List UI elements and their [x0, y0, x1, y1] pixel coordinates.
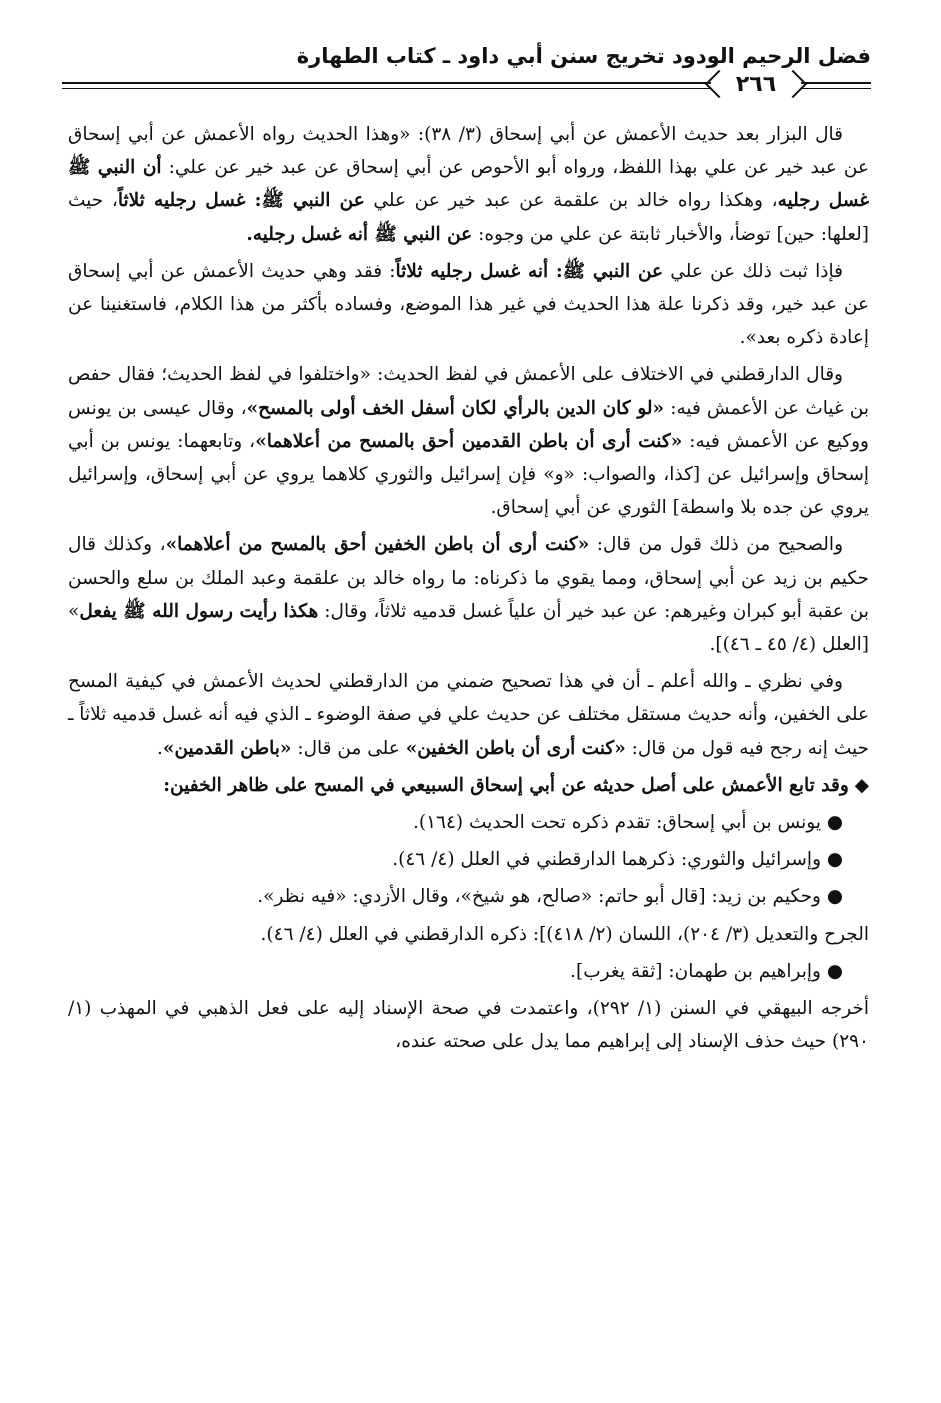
- body-paragraph: [68, 358, 869, 524]
- bold-quote: عن النبي ﷺ أنه غسل رجليه.: [246, 223, 473, 245]
- page-number: ٢٦٦: [735, 71, 777, 97]
- list-item-text: وإبراهيم بن طهمان: [ثقة يغرب].: [570, 960, 821, 982]
- body-paragraph: [68, 255, 869, 355]
- text-run: ، وتابعهما: يونس بن أبي إسحاق وإسرائيل عن [كذا، والصواب: «و» فإن إسرائيل والثوري كلاهما يروي عن أبي إسحاق، وإسرائيل يروي عن جده بلا واسطة] الثوري عن أبي إسحاق.: [68, 430, 869, 519]
- narrators-list-2: [68, 955, 869, 988]
- list-item-text: وإسرائيل والثوري: ذكرهما الدارقطني في العلل (٤/ ٤٦).: [392, 849, 821, 871]
- list-item: [68, 880, 843, 913]
- list-item-continuation: الجرح والتعديل (٣/ ٢٠٤)، اللسان (٢/ ٤١٨)]: ذكره الدارقطني في العلل (٤/ ٤٦).: [260, 923, 869, 945]
- page-header: [62, 38, 871, 100]
- bold-quote: «لو كان الدين بالرأي لكان أسفل الخف أولى بالمسح»: [246, 397, 665, 419]
- list-item-text: يونس بن أبي إسحاق: تقدم ذكره تحت الحديث (١٦٤).: [413, 812, 821, 834]
- section-heading-text: وقد تابع الأعمش على أصل حديثه عن أبي إسحاق السبيعي في المسح على ظاهر الخفين:: [163, 774, 849, 796]
- running-title: فضل الرحيم الودود تخريج سنن أبي داود ـ كتاب الطهارة: [296, 44, 871, 68]
- body-paragraphs: [68, 118, 869, 765]
- final-paragraph: أخرجه البيهقي في السنن (١/ ٢٩٢)، واعتمدت في صحة الإسناد إليه على فعل الذهبي في المهذب (١/ ٢٩٠) حيث حذف الإسناد إلى إبراهيم مما يدل على صحته عنده،: [68, 998, 869, 1053]
- list-item: [68, 955, 843, 988]
- narrators-list: [68, 806, 869, 914]
- body-paragraph: [68, 665, 869, 765]
- list-item: [68, 806, 843, 839]
- bullet-dot-icon: ●: [826, 849, 843, 871]
- bold-quote: «باطن القدمين»: [162, 737, 292, 759]
- bold-quote: «كنت أرى أن باطن الخفين أحق بالمسح من أعلاهما»: [165, 534, 590, 556]
- text-run: .: [156, 737, 163, 759]
- text-run: : فقد وهي حديث الأعمش عن أبي إسحاق عن عبد خير، وقد ذكرنا علة هذا الحديث في غير هذا الموضع، وفساده بأكثر من هذا الكلام، فاستغنينا عن إعادة ذكره بعد».: [68, 260, 869, 349]
- bold-quote: عن النبي ﷺ: أنه غسل رجليه ثلاثاً: [395, 260, 664, 282]
- diamond-marker-icon: ◆: [854, 774, 869, 796]
- bullet-dot-icon: ●: [826, 886, 843, 908]
- bold-quote: «كنت أرى أن باطن القدمين أحق بالمسح من أعلاهما»: [255, 430, 683, 452]
- text-run: قال البزار بعد حديث الأعمش عن أبي إسحاق (٣/ ٣٨): «وهذا الحديث رواه الأعمش عن أبي إسحاق عن عبد خير عن علي بهذا اللفظ، ورواه أبو الأحوص عن أبي إسحاق عن عبد خير عن علي:: [68, 124, 869, 179]
- bold-quote: أن النبي ﷺ غسل رجليه: [68, 157, 869, 212]
- text-run: ، وقال عيسى بن يونس ووكيع عن الأعمش فيه:: [68, 397, 869, 452]
- text-run: فإذا ثبت ذلك عن علي: [663, 260, 844, 282]
- text-run: وفي نظري ـ والله أعلم ـ أن في هذا تصحيح ضمني من الدارقطني لحديث الأعمش في كيفية المسح على الخفين، وأنه حديث مستقل مختلف عن حديث علي في صفة الوضوء ـ الذي فيه أنه غسل قدميه ثلاثاً ـ حيث إنه رجح فيه قول من قال:: [68, 671, 869, 759]
- text-run: وقال الدارقطني في الاختلاف على الأعمش في لفظ الحديث: «واختلفوا في لفظ الحديث؛ فقال حفص بن غياث عن الأعمش فيه:: [68, 364, 869, 419]
- text-run: والصحيح من ذلك قول من قال:: [589, 534, 844, 556]
- text-run: ، وهكذا رواه خالد بن علقمة عن عبد خير عن علي: [364, 190, 778, 212]
- text-run: » [العلل (٤/ ٤٥ ـ ٤٦)].: [68, 600, 869, 656]
- section-heading: [68, 769, 869, 802]
- bold-quote: «كنت أرى أن باطن الخفين»: [405, 737, 626, 759]
- bold-quote: عن النبي ﷺ: غسل رجليه ثلاثاً: [117, 190, 365, 212]
- bold-quote: هكذا رأيت رسول الله ﷺ يفعل: [79, 600, 319, 622]
- text-run: على من قال:: [291, 737, 406, 759]
- list-item: [68, 843, 843, 876]
- page-content: [68, 118, 869, 1062]
- body-paragraph: [68, 528, 869, 661]
- list-item-text: وحكيم بن زيد: [قال أبو حاتم: «صالح، هو شيخ»، وقال الأزدي: «فيه نظر».: [257, 886, 821, 908]
- body-paragraph: [68, 118, 869, 251]
- bullet-dot-icon: ●: [826, 960, 843, 982]
- text-run: ، حيث [لعلها: حين] توضأ، والأخبار ثابتة عن علي من وجوه:: [68, 190, 869, 245]
- text-run: ، وكذلك قال حكيم بن زيد عن أبي إسحاق، ومما يقوي ما ذكرناه: ما رواه خالد بن علقمة وعبد الملك بن سلع والحسن بن عقبة أبو كبران وغيرهم: عن عبد خير أن علياً غسل قدميه ثلاثاً، وقال:: [68, 534, 869, 622]
- bullet-dot-icon: ●: [826, 812, 843, 834]
- page-number-frame: [711, 68, 801, 100]
